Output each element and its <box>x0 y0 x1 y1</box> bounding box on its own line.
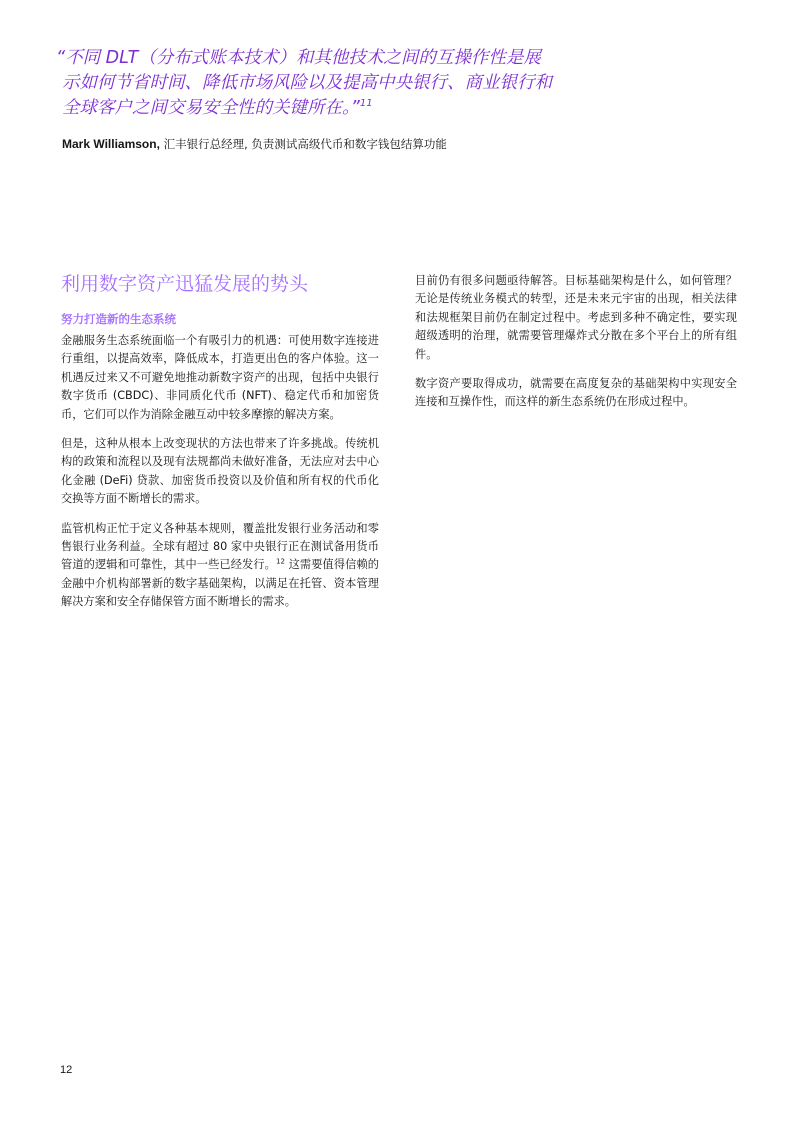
page-number: 12 <box>60 1064 73 1076</box>
section-title: 利用数字资产迅猛发展的势头 <box>61 273 309 295</box>
quote-attribution <box>62 136 742 152</box>
quote-footnote-ref: 11 <box>359 98 373 110</box>
section-subheading: 努力打造新的生态系统 <box>61 312 176 326</box>
right-column <box>415 272 737 423</box>
quote-line-3-text: 全球客户之间交易安全性的关键所在。” <box>62 98 360 118</box>
attribution-role: 汇丰银行总经理, 负责测试高级代币和数字钱包结算功能 <box>159 137 447 151</box>
left-paragraph-1: 金融服务生态系统面临一个有吸引力的机遇：可使用数字连接进行重组，以提高效率，降低成本，打造更出色的客户体验。这一机遇反过来又不可避免地推动新数字资产的出现，包括中央银行数字货币 (CBDC)、非同质化代币 (NFT)、稳定代币和加密货币，它们可以作为消除金融互动中较多摩擦的解决方案。 <box>61 334 379 421</box>
quote-line-3 <box>56 96 596 121</box>
quote-line-1: “不同 DLT（分布式账本技术）和其他技术之间的互操作性是展 <box>56 48 541 68</box>
left-paragraph-2: 但是，这种从根本上改变现状的方法也带来了许多挑战。传统机构的政策和流程以及现有法规都尚未做好准备，无法应对去中心化金融 (DeFi) 贷款、加密货币投资以及价值和所有权的代币化交换等方面不断增长的需求。 <box>61 437 379 506</box>
quote-line-2: 示如何节省时间、降低市场风险以及提高中央银行、商业银行和 <box>62 73 552 93</box>
right-paragraph-1: 目前仍有很多问题亟待解答。目标基础架构是什么，如何管理？无论是传统业务模式的转型，还是未来元宇宙的出现，相关法律和法规框架目前仍在制定过程中。考虑到多种不确定性，要实现超级透明的治理，就需要管理爆炸式分散在多个平台上的所有组件。 <box>415 274 737 361</box>
left-paragraph-3-part-2: 这需要值得信赖的金融中介机构部署新的数字基础架构，以满足在托管、资本管理解决方案和安全存储保管方面不断增长的需求。 <box>61 558 379 609</box>
left-paragraph-3-part-1: 监管机构正忙于定义各种基本规则，覆盖批发银行业务活动和零售银行业务利益。全球有超过 80 家中央银行正在测试备用货币管道的逻辑和可靠性，其中一些已经发行。 <box>61 521 379 572</box>
left-column <box>61 332 379 623</box>
footnote-ref-12: 12 <box>275 557 285 566</box>
pull-quote <box>56 46 596 121</box>
attribution-name: Mark Williamson, <box>62 137 160 151</box>
right-paragraph-2: 数字资产要取得成功，就需要在高度复杂的基础架构中实现安全连接和互操作性，而这样的新生态系统仍在形成过程中。 <box>415 377 737 409</box>
left-paragraph-3 <box>61 520 379 612</box>
